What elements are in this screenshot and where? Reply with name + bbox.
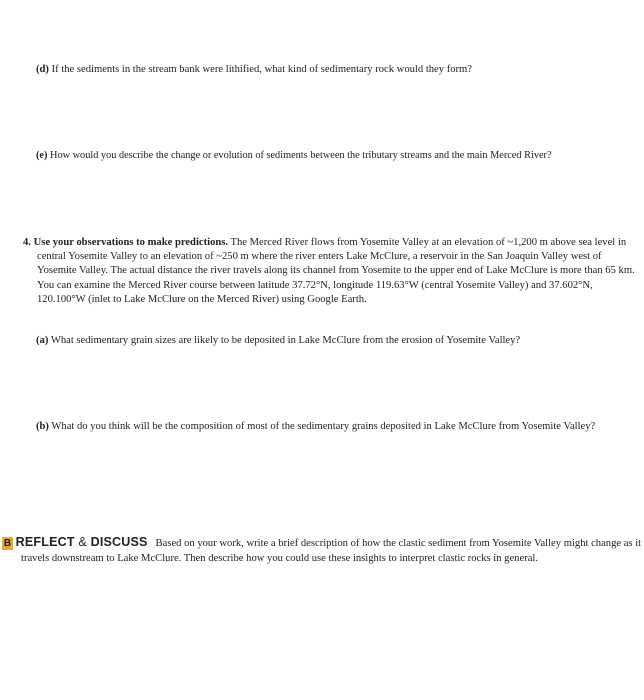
question-4b-label: (b) [36,421,49,432]
question-4-body: The Merced River flows from Yosemite Valley at an elevation of ~1,200 m above sea level in central Yosemite Valley to an elevation of ~250 m where the river enters Lake McClure, a reservoir in the San Joaquin Valley west of Yosemite Valley. The actual distance the river travels along its channel from Yosemite to the upper end of Lake McClure is more than 65 km. You can examine the Merced River course between latitude 37.72°N, longitude 119.63°W (central Yosemite Valley) and 37.602°N, 120.100°W (inlet to Lake McClure on the Merced River) using Google Earth. [37,237,635,305]
question-d-label: (d) [36,64,49,75]
question-4a-text: What sedimentary grain sizes are likely to be deposited in Lake McClure from the erosion of Yosemite Valley? [50,335,521,346]
question-4a [36,333,626,348]
reflect-title-part1: REFLECT [15,535,75,549]
question-4 [23,236,639,307]
question-d-text: If the sediments in the stream bank were lithified, what kind of sedimentary rock would they form? [51,64,473,75]
reflect-discuss-section [2,535,644,566]
reflect-title-amp: & [78,535,87,549]
question-e [36,148,636,163]
question-4a-label: (a) [36,335,49,346]
question-4b [36,420,644,435]
question-d [36,62,626,77]
question-e-label: (e) [36,150,48,161]
reflect-badge: B [3,538,12,550]
question-e-text: How would you describe the change or evolution of sediments between the tributary streams and the main Merced River? [50,150,552,161]
reflect-body: Based on your work, write a brief description of how the clastic sediment from Yosemite Valley might change as it travels downstream to Lake McClure. Then describe how you could use these insights to interpret clastic rocks in general. [21,538,642,564]
reflect-title-part2: DISCUSS [90,535,148,549]
question-4-number: 4. [23,237,31,248]
question-4-heading: Use your observations to make predictions. [33,237,229,248]
reflect-title [16,535,148,549]
question-4b-text: What do you think will be the composition of most of the sedimentary grains deposited in Lake McClure from Yosemite Valley? [51,421,596,432]
